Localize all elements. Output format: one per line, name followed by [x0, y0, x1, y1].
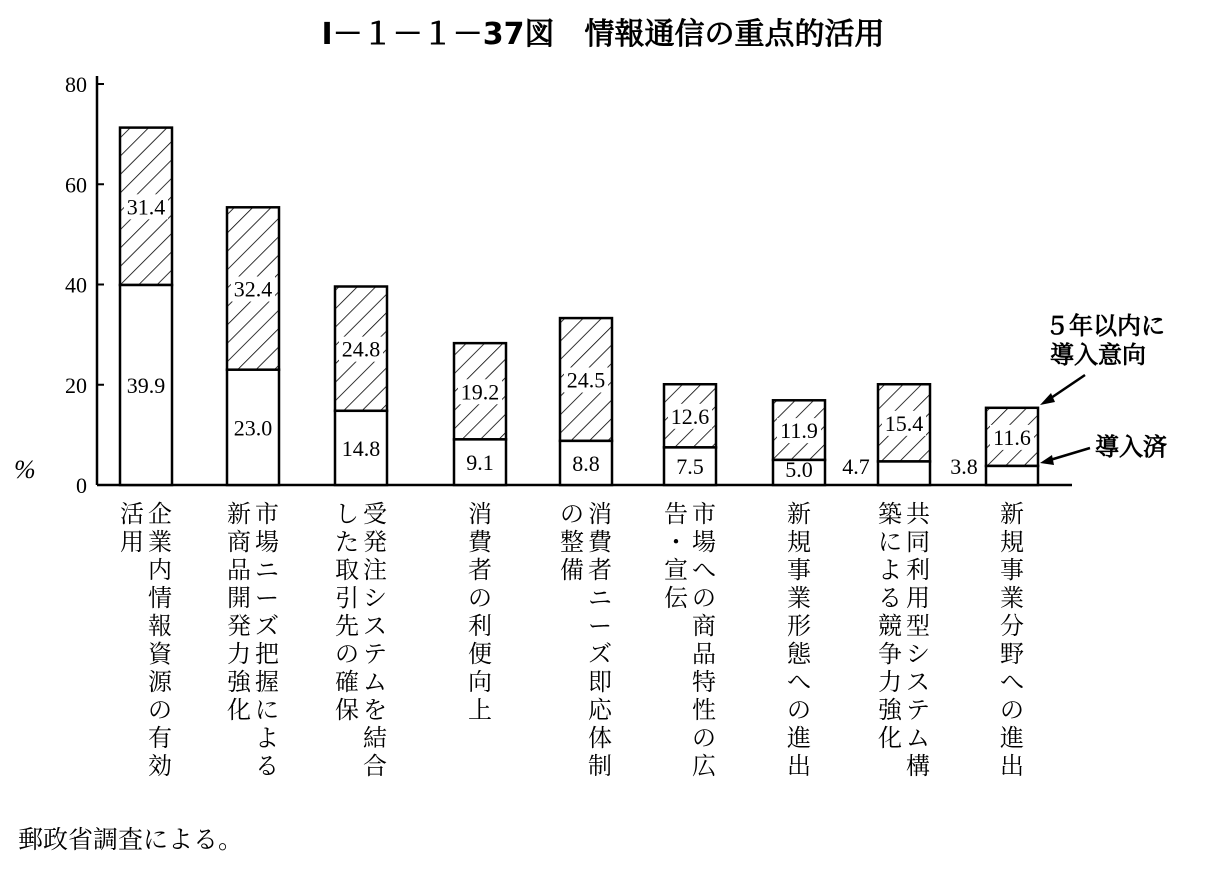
value-label-installed: 4.7 [842, 454, 870, 479]
category-label: 新規事業形態への進出 [787, 500, 811, 780]
annotation-intent-line2: 導入意向 [1050, 341, 1146, 369]
value-label-intent: 24.8 [341, 336, 381, 362]
annotation-installed-arrowhead [1040, 455, 1054, 465]
value-label-installed: 9.1 [466, 450, 494, 476]
category-label: 市場への商品特性の広 [692, 500, 716, 780]
y-tick-label: 40 [65, 272, 87, 298]
value-label-intent: 19.2 [460, 379, 500, 405]
y-axis-unit: % [14, 455, 36, 484]
value-label-intent: 31.4 [126, 194, 166, 220]
value-label-installed: 8.8 [572, 450, 600, 476]
category-label: 消費者の利便向上 [468, 500, 492, 724]
annotation-intent-arrow [1048, 375, 1085, 400]
value-label-intent: 12.6 [670, 403, 710, 429]
annotation-intent-arrowhead [1040, 393, 1055, 405]
category-label: の整備 [560, 500, 584, 584]
source-note: 郵政省調査による。 [18, 825, 244, 854]
value-label-installed: 14.8 [341, 435, 381, 461]
category-label: 企業内情報資源の有効 [148, 500, 172, 780]
value-label-intent: 15.4 [884, 410, 924, 436]
bar-segment-installed [878, 461, 930, 485]
bar-segment-installed [986, 466, 1038, 485]
category-label: 共同利用型システム構 [906, 500, 930, 780]
category-labels [120, 500, 1024, 780]
chart-title: Ⅰ－１－１－37図 情報通信の重点的活用 [321, 17, 885, 52]
category-label: 活用 [120, 500, 144, 556]
value-label-installed: 5.0 [785, 457, 813, 482]
y-tick-label: 0 [76, 473, 87, 498]
y-tick-label: 60 [65, 172, 87, 198]
annotation-installed-arrow [1050, 448, 1090, 460]
value-label-installed: 7.5 [676, 454, 704, 480]
category-label: 告・宣伝 [664, 500, 688, 612]
value-label-intent: 11.9 [780, 418, 818, 444]
category-label: 市場ニーズ把握による [255, 500, 279, 780]
y-tick-label: 80 [65, 72, 87, 97]
y-tick-label: 20 [65, 372, 87, 398]
annotation-installed-label: 導入済 [1095, 433, 1167, 461]
value-label-installed: 3.8 [950, 454, 978, 479]
category-label: 受発注システムを結合 [363, 500, 387, 780]
category-label: した取引先の確保 [335, 500, 359, 724]
value-label-intent: 24.5 [566, 367, 606, 393]
annotation-installed [1040, 433, 1167, 465]
category-label: 新規事業分野への進出 [1000, 500, 1024, 780]
value-label-installed: 23.0 [233, 415, 273, 441]
category-label: 消費者ニーズ即応体制 [588, 500, 612, 780]
value-label-intent: 32.4 [233, 276, 273, 302]
annotation-intent [1040, 312, 1165, 405]
category-label: 築による競争力強化 [878, 500, 902, 752]
value-label-installed: 39.9 [126, 373, 166, 399]
category-label: 新商品開発力強化 [227, 500, 251, 724]
annotation-intent-line1: ５年以内に [1045, 312, 1165, 340]
value-label-intent: 11.6 [993, 424, 1031, 450]
